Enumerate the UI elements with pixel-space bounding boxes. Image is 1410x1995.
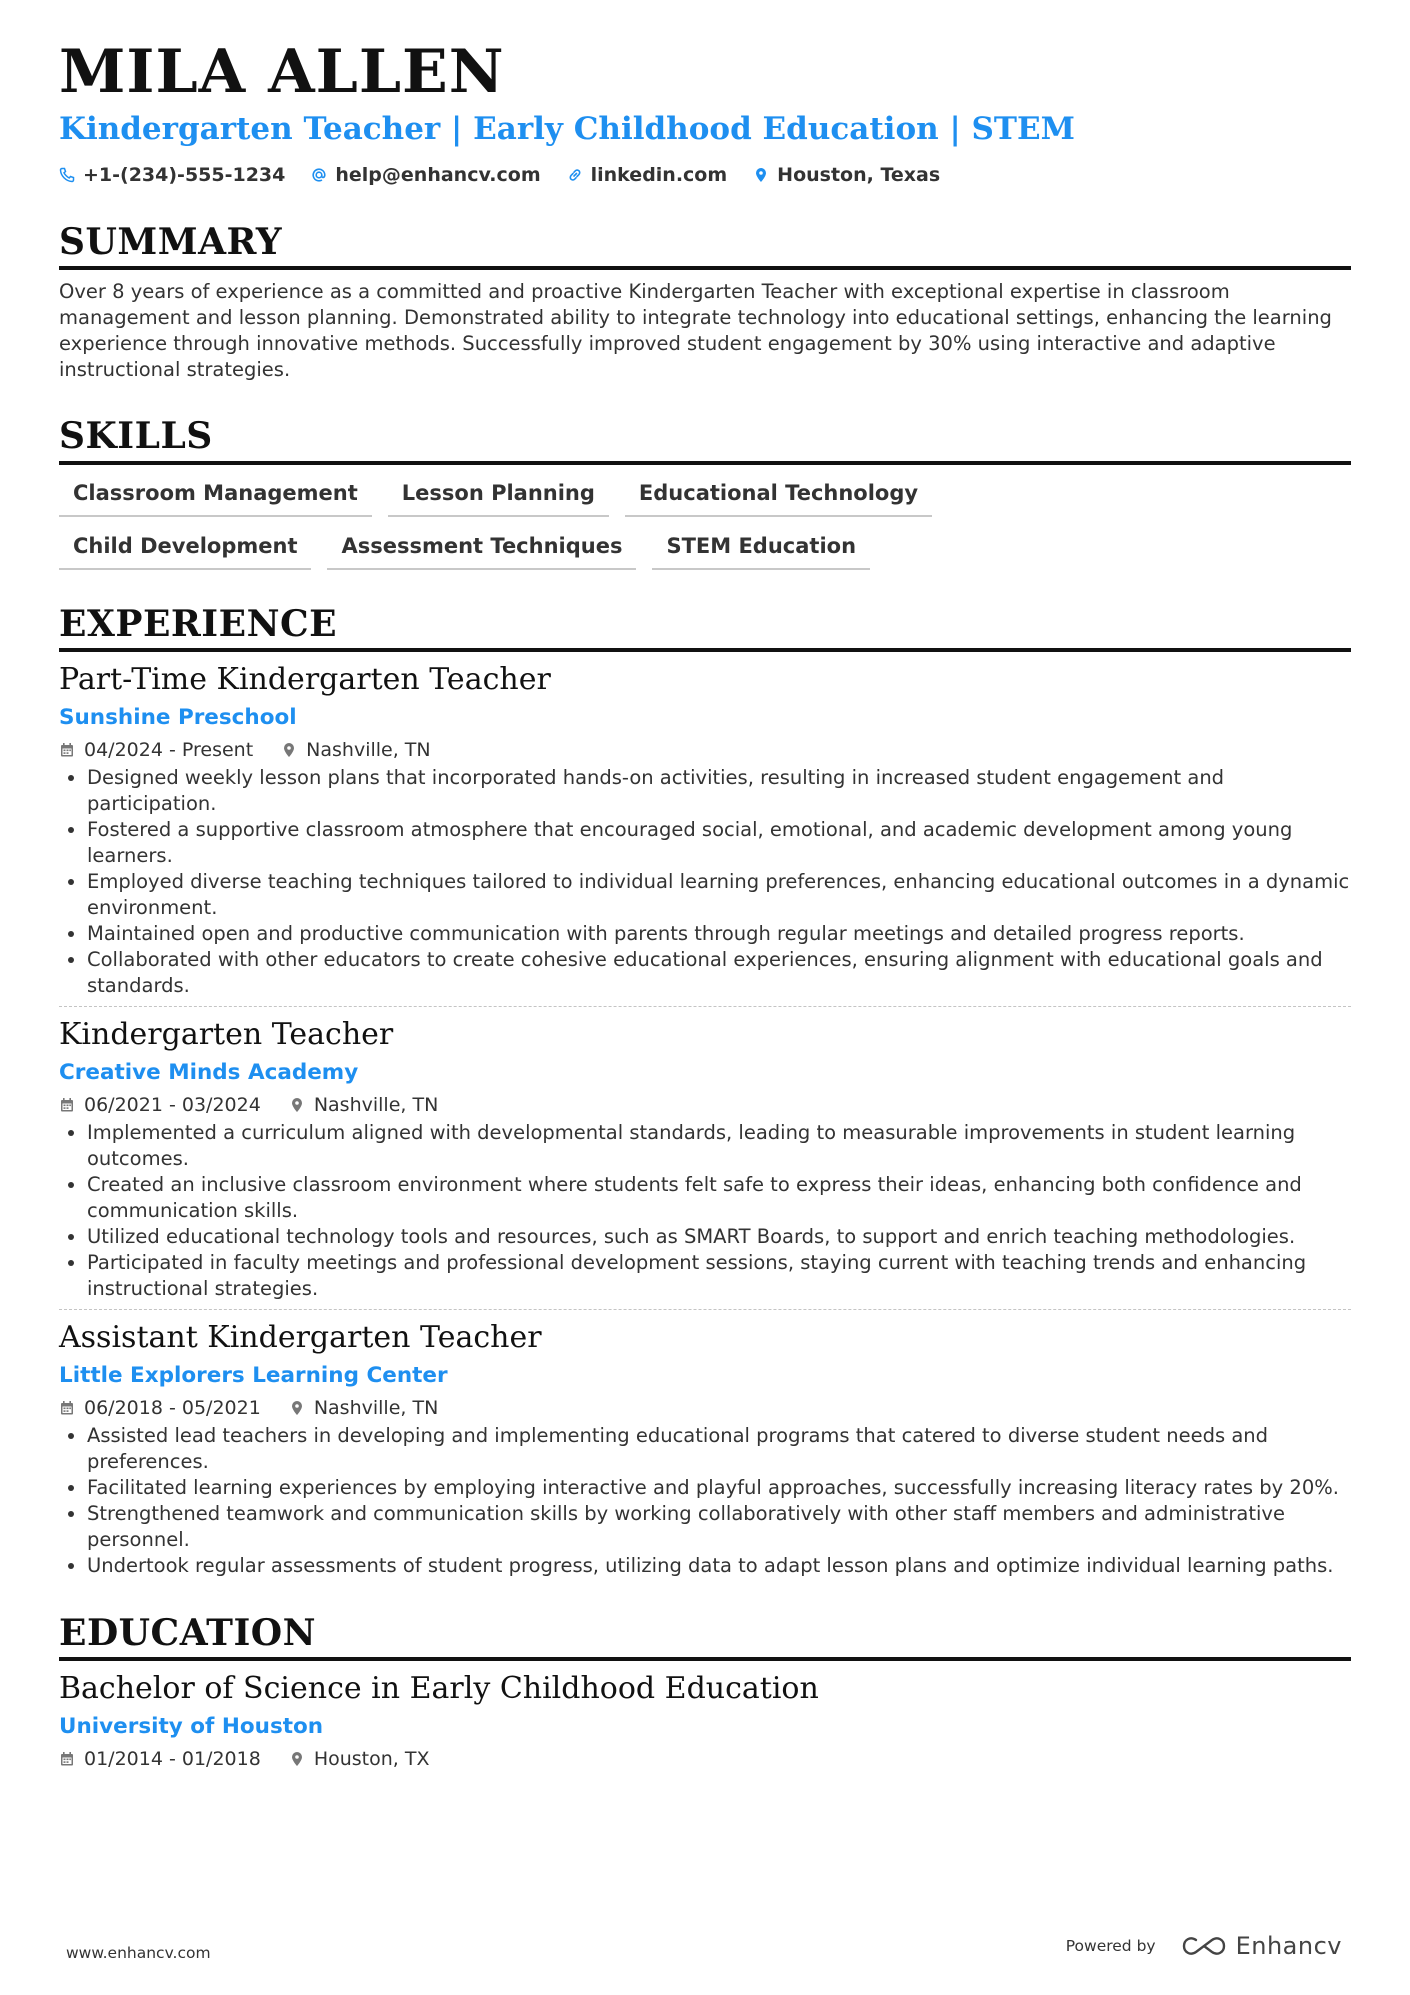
list-item: • Utilized educational technology tools and resources, such as SMART Boards, to support and enrich teaching methodologies.	[87, 1224, 1351, 1250]
summary-heading: SUMMARY	[59, 221, 1351, 270]
job-title: Kindergarten Teacher	[59, 1016, 394, 1052]
skill-tag: STEM Education	[652, 534, 870, 570]
location-text: Nashville, TN	[313, 1093, 439, 1116]
location-text: Nashville, TN	[313, 1396, 439, 1419]
footer-branding	[1066, 1932, 1342, 1960]
dates-text: 06/2018 - 05/2021	[84, 1396, 261, 1419]
job-bullets	[59, 1423, 1351, 1579]
job-entry	[59, 652, 1351, 999]
phone-text: +1-(234)-555-1234	[83, 164, 286, 187]
location-pin-icon	[281, 742, 297, 758]
contact-email[interactable]	[311, 164, 540, 186]
email-text: help@enhancv.com	[335, 164, 541, 187]
list-item: • Facilitated learning experiences by employing interactive and playful approaches, successfully increasing literacy rates by 20%.	[87, 1475, 1351, 1501]
list-item: • Maintained open and productive communication with parents through regular meetings and detailed progress reports.	[87, 921, 1351, 947]
summary-text: Over 8 years of experience as a committed and proactive Kindergarten Teacher with exceptional expertise in classroom management and lesson planning. Demonstrated ability to integrate technology into educational settings, enhancing the learning experience through innovative methods. Successfully improved student engagement by 30% using interactive and adaptive instructional strategies.	[59, 280, 1332, 382]
header	[59, 38, 1351, 186]
dates-text: 06/2021 - 03/2024	[84, 1093, 261, 1116]
job-dates	[59, 1094, 261, 1116]
headline: Kindergarten Teacher | Early Childhood Education | STEM	[59, 111, 1075, 147]
list-item: • Participated in faculty meetings and professional development sessions, staying current with teaching trends and enhancing instructional strategies.	[87, 1250, 1351, 1302]
experience-heading: EXPERIENCE	[59, 603, 1351, 652]
company-name: Sunshine Preschool	[59, 704, 297, 730]
education-section	[59, 1612, 1351, 1770]
location-pin-icon	[289, 1097, 305, 1113]
at-icon	[311, 167, 327, 183]
contact-phone[interactable]	[59, 164, 285, 186]
education-meta	[59, 1748, 1351, 1770]
location-text: Houston, TX	[313, 1747, 430, 1770]
job-dates	[59, 1397, 261, 1419]
location-pin-icon	[753, 167, 769, 183]
list-item: • Fostered a supportive classroom atmosphere that encouraged social, emotional, and academic development among young learners.	[87, 817, 1351, 869]
location-pin-icon	[289, 1751, 305, 1767]
contact-bar	[59, 164, 1351, 186]
footer-website[interactable]: www.enhancv.com	[66, 1944, 211, 1962]
list-item: • Implemented a curriculum aligned with developmental standards, leading to measurable improvements in student learning outcomes.	[87, 1120, 1351, 1172]
skill-tag: Assessment Techniques	[327, 534, 636, 570]
job-location	[289, 1094, 438, 1116]
job-location	[289, 1397, 438, 1419]
job-entry	[59, 1309, 1351, 1579]
brand-logo[interactable]	[1182, 1932, 1342, 1960]
job-bullets	[59, 1120, 1351, 1302]
dates-text: 01/2014 - 01/2018	[84, 1747, 261, 1770]
skills-section	[59, 415, 1351, 569]
enhancv-logo-icon	[1182, 1934, 1226, 1958]
powered-by-label: Powered by	[1065, 1937, 1156, 1955]
education-heading: EDUCATION	[59, 1612, 1351, 1661]
candidate-name: MILA ALLEN	[59, 37, 505, 107]
calendar-icon	[59, 1400, 75, 1416]
phone-icon	[59, 167, 75, 183]
contact-linkedin[interactable]	[567, 164, 728, 186]
experience-section	[59, 603, 1351, 1579]
job-meta	[59, 1094, 1351, 1116]
education-dates	[59, 1748, 261, 1770]
location-pin-icon	[289, 1400, 305, 1416]
job-dates	[59, 739, 253, 761]
location-text: Houston, Texas	[777, 164, 941, 187]
dates-text: 04/2024 - Present	[84, 738, 254, 761]
company-name: Creative Minds Academy	[59, 1059, 359, 1085]
education-location	[289, 1748, 430, 1770]
list-item: • Strengthened teamwork and communication skills by working collaboratively with other staff members and administrative personnel.	[87, 1501, 1351, 1553]
job-bullets	[59, 765, 1351, 999]
degree-title: Bachelor of Science in Early Childhood Education	[59, 1670, 819, 1706]
job-title: Assistant Kindergarten Teacher	[59, 1319, 542, 1355]
location-text: Nashville, TN	[306, 738, 431, 761]
job-meta	[59, 739, 1351, 761]
job-location	[281, 739, 430, 761]
contact-location	[753, 164, 940, 186]
calendar-icon	[59, 742, 75, 758]
summary-section	[59, 221, 1351, 383]
school-name: University of Houston	[59, 1713, 324, 1739]
skill-tag: Child Development	[59, 534, 311, 570]
skills-heading: SKILLS	[59, 415, 1351, 464]
list-item: • Created an inclusive classroom environment where students felt safe to express their ideas, enhancing both confidence and communication skills.	[87, 1172, 1351, 1224]
calendar-icon	[59, 1097, 75, 1113]
company-name: Little Explorers Learning Center	[59, 1362, 448, 1388]
brand-name: Enhancv	[1235, 1932, 1342, 1960]
job-title: Part-Time Kindergarten Teacher	[59, 661, 551, 697]
calendar-icon	[59, 1751, 75, 1767]
skill-tag: Lesson Planning	[388, 481, 609, 517]
skill-tag: Classroom Management	[59, 481, 372, 517]
list-item: • Undertook regular assessments of student progress, utilizing data to adapt lesson plans and optimize individual learning paths.	[87, 1553, 1351, 1579]
linkedin-text: linkedin.com	[590, 164, 728, 187]
job-meta	[59, 1397, 1351, 1419]
list-item: • Employed diverse teaching techniques tailored to individual learning preferences, enhancing educational outcomes in a dynamic environment.	[87, 869, 1351, 921]
list-item: • Assisted lead teachers in developing and implementing educational programs that catered to diverse student needs and preferences.	[87, 1423, 1351, 1475]
list-item: • Designed weekly lesson plans that incorporated hands-on activities, resulting in increased student engagement and participation.	[87, 765, 1351, 817]
job-entry	[59, 1006, 1351, 1302]
skill-tag: Educational Technology	[625, 481, 932, 517]
list-item: • Collaborated with other educators to create cohesive educational experiences, ensuring alignment with educational goals and standards.	[87, 947, 1351, 999]
skills-list	[59, 481, 1199, 570]
link-icon	[567, 167, 583, 183]
